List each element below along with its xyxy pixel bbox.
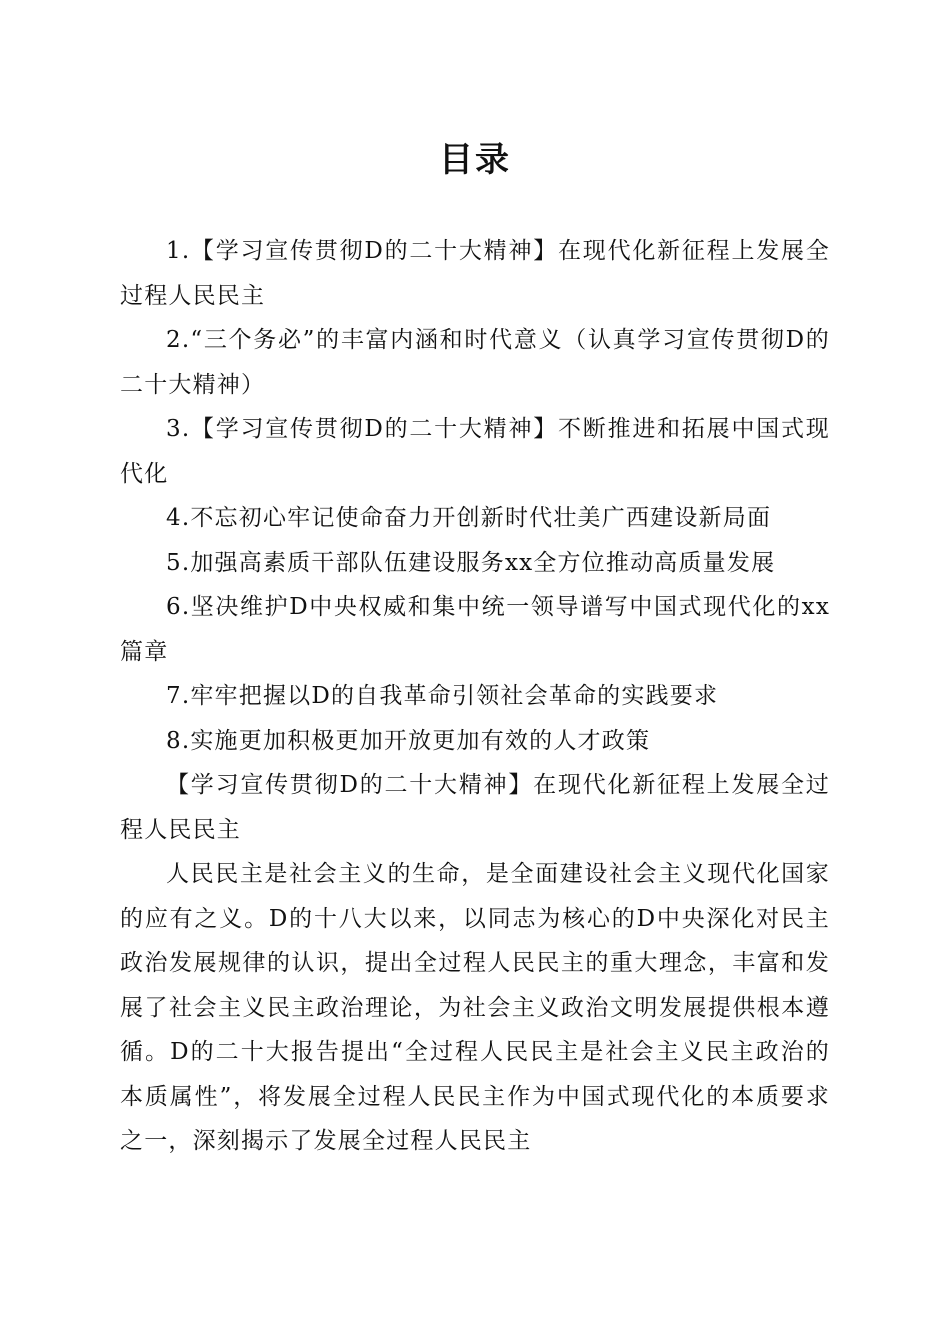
section-heading: 【学习宣传贯彻D的二十大精神】在现代化新征程上发展全过程人民民主 [120,772,830,843]
toc-item-4: 4.不忘初心牢记使命奋力开创新时代壮美广西建设新局面 [166,505,772,531]
body-paragraph: 人民民主是社会主义的生命，是全面建设社会主义现代化国家的应有之义。D的十八大以来，以同志为核心的D中央深化对民主政治发展规律的认识，提出全过程人民民主的重大理念，丰富和发展了社会主义民主政治理论，为社会主义政治文明发展提供根本遵循。D的二十大报告提出“全过程人民民主是社会主义民主政治的本质属性”，将发展全过程人民民主作为中国式现代化的本质要求之一，深刻揭示了发展全过程人民民主 [120,861,830,1154]
toc-item-7: 7.牢牢把握以D的自我革命引领社会革命的实践要求 [166,683,719,709]
toc-item-1: 1.【学习宣传贯彻D的二十大精神】在现代化新征程上发展全过程人民民主 [120,238,830,309]
toc-item-3: 3.【学习宣传贯彻D的二十大精神】不断推进和拓展中国式现代化 [120,416,830,487]
document-body [120,229,830,1164]
toc-item-2: 2.“三个务必”的丰富内涵和时代意义（认真学习宣传贯彻D的二十大精神） [120,327,830,398]
toc-item-8: 8.实施更加积极更加开放更加有效的人才政策 [166,727,651,754]
document-title: 目录 [439,140,511,180]
toc-item-6: 6.坚决维护D中央权威和集中统一领导谱写中国式现代化的xx篇章 [120,594,830,665]
toc-item-5: 5.加强高素质干部队伍建设服务xx全方位推动高质量发展 [166,549,776,576]
